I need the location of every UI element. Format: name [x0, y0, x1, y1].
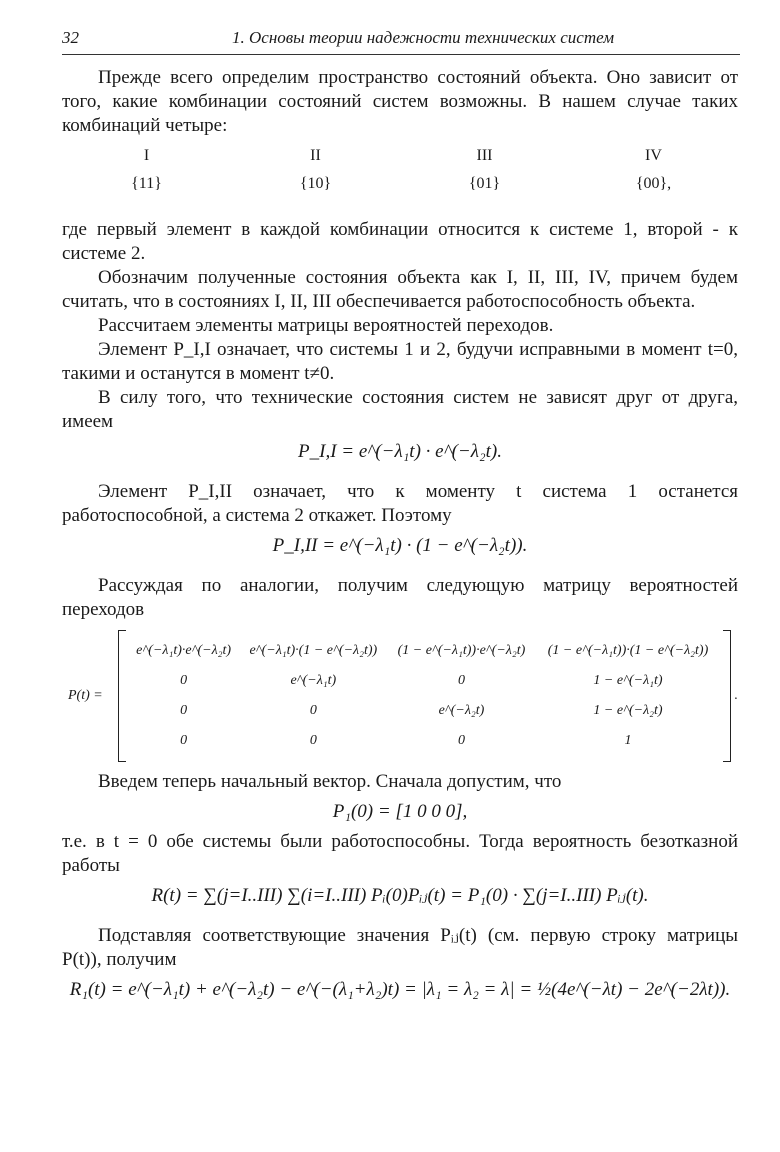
matrix-cell: 0	[457, 733, 465, 748]
equation-reliability: R(t) = ∑(j=I..III) ∑(i=I..III) Pᵢ(0)Pᵢⱼ(t) = P₁(0) · ∑(j=I..III) Pᵢⱼ(t).	[151, 885, 649, 906]
paragraph-element-meaning: где первый элемент в каждой комбинации относится к системе 1, второй - к системе 2.	[62, 219, 738, 264]
equation-initial-vector: P₁(0) = [1 0 0 0],	[332, 801, 468, 822]
matrix-cell: 0	[309, 733, 317, 748]
state-code: {11}	[131, 175, 162, 192]
matrix-cell: e^(−λ₂t)	[438, 703, 485, 718]
equation-r1: R₁(t) = e^(−λ₁t) + e^(−λ₂t) − e^(−(λ₁+λ₂)t) = |λ₁ = λ₂ = λ| = ½(4e^(−λt) − 2e^(−2λt)).	[69, 979, 731, 1000]
state-roman-row	[62, 144, 738, 168]
matrix-tail: .	[734, 688, 738, 703]
matrix-label: P(t) =	[68, 688, 103, 703]
matrix-row	[128, 666, 721, 696]
equation-piii: P_I,II = e^(−λ₁t) · (1 − e^(−λ₂t)).	[272, 535, 528, 556]
running-header	[62, 26, 740, 55]
paragraph-calc: Рассчитаем элементы матрицы вероятностей переходов.	[98, 315, 554, 336]
matrix-brackets	[118, 630, 731, 762]
matrix-table	[128, 636, 721, 756]
matrix-cell: 1 − e^(−λ₁t)	[593, 673, 663, 688]
matrix-row	[128, 636, 721, 666]
paragraph-states: Обозначим полученные состояния объекта как I, II, III, IV, причем будем считать, что в состояниях I, II, III обеспечивается работоспособность объекта.	[62, 267, 738, 312]
matrix-cell: 1 − e^(−λ₂t)	[593, 703, 663, 718]
matrix-row	[128, 726, 721, 756]
transition-matrix	[68, 630, 738, 762]
state-label: I	[143, 147, 150, 164]
matrix-cell: 0	[180, 673, 188, 688]
matrix-cell: 0	[180, 733, 188, 748]
paragraph-reliability: т.е. в t = 0 обе системы были работоспособны. Тогда вероятность безотказной работы	[62, 831, 738, 876]
paragraph-substitution: Подставляя соответствующие значения Pᵢⱼ(t) (см. первую строку матрицы P(t)), получим	[62, 925, 738, 970]
equation-pii: P_I,I = e^(−λ₁t) · e^(−λ₂t).	[298, 441, 502, 462]
page-body	[62, 66, 738, 1008]
matrix-cell: 1	[624, 733, 632, 748]
matrix-row	[128, 696, 721, 726]
paragraph-state-space: Прежде всего определим пространство состояний объекта. Оно зависит от того, какие комбинации состояний систем возможны. В нашем случае таких комбинаций четыре:	[62, 67, 738, 136]
matrix-cell: 0	[457, 673, 465, 688]
page-number: 32	[62, 28, 79, 47]
state-label: IV	[645, 147, 662, 164]
matrix-cell: 0	[180, 703, 188, 718]
state-code: {00},	[635, 175, 672, 192]
paragraph-independence: В силу того, что технические состояния систем не зависят друг от друга, имеем	[62, 387, 738, 432]
paragraph-matrix-intro: Рассуждая по аналогии, получим следующую матрицу вероятностей переходов	[62, 575, 738, 620]
state-code-row	[62, 172, 738, 196]
matrix-cell: 0	[309, 703, 317, 718]
matrix-cell: e^(−λ₁t)·e^(−λ₂t)	[136, 643, 232, 658]
running-title: 1. Основы теории надежности технических систем	[232, 28, 615, 47]
paragraph-initial-vector: Введем теперь начальный вектор. Сначала допустим, что	[98, 771, 562, 792]
paragraph-element-pii: Элемент P_I,I означает, что системы 1 и 2, будучи исправными в момент t=0, такими и останутся в момент t≠0.	[62, 339, 738, 384]
state-code: {01}	[468, 175, 501, 192]
state-code: {10}	[299, 175, 332, 192]
paragraph-element-piii: Элемент P_I,II означает, что к моменту t система 1 останется работоспособной, а система 2 откажет. Поэтому	[62, 481, 738, 526]
matrix-cell: (1 − e^(−λ₁t))·e^(−λ₂t)	[397, 643, 526, 658]
matrix-cell: e^(−λ₁t)	[290, 673, 337, 688]
state-label: III	[476, 147, 493, 164]
state-label: II	[310, 147, 321, 164]
matrix-cell: (1 − e^(−λ₁t))·(1 − e^(−λ₂t))	[547, 643, 709, 658]
matrix-cell: e^(−λ₁t)·(1 − e^(−λ₂t))	[249, 643, 378, 658]
